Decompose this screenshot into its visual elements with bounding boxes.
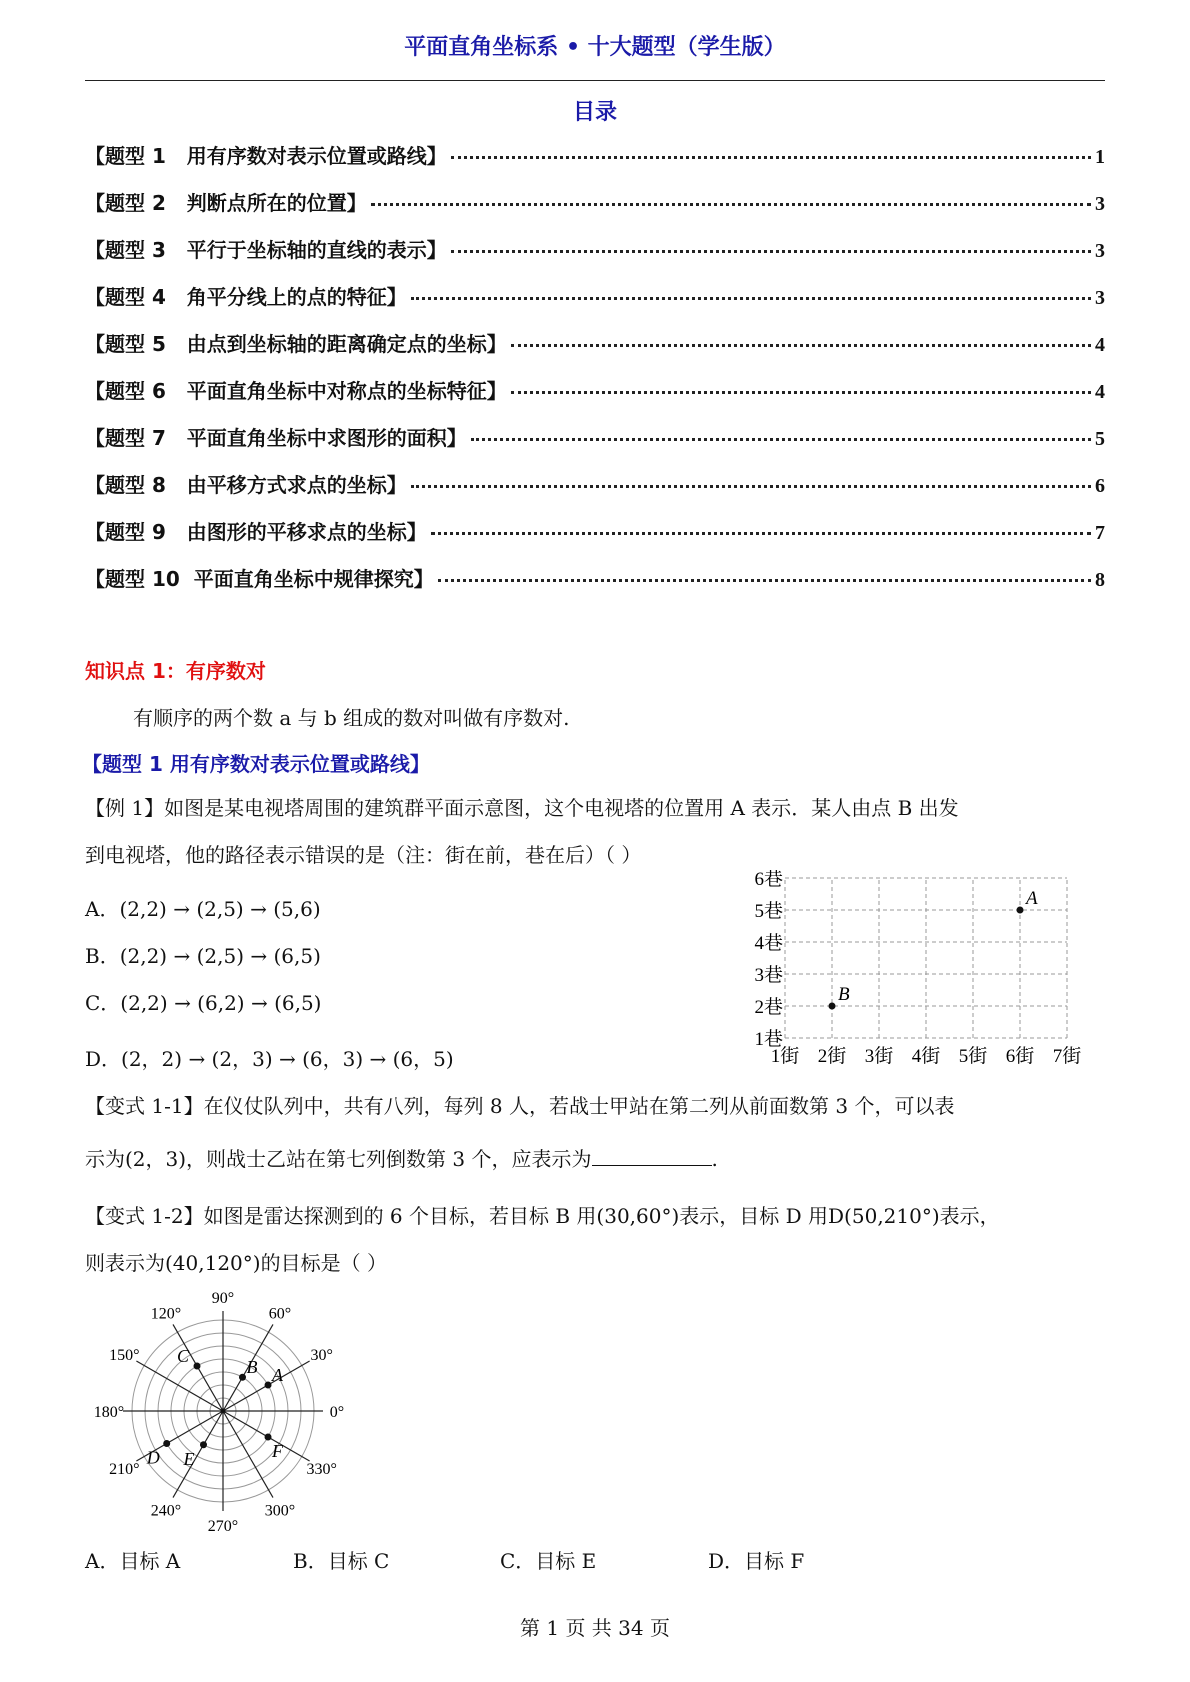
angle-label: 60°	[268, 1305, 292, 1323]
toc-item[interactable]: 【题型 10 平面直角坐标中规律探究】 8	[85, 567, 1105, 591]
toc-item[interactable]: 【题型 6 平面直角坐标中对称点的坐标特征】 4	[85, 379, 1105, 403]
section-title: 【题型 1 用有序数对表示位置或路线】	[82, 752, 430, 776]
target-C	[194, 1362, 201, 1369]
header-divider	[85, 80, 1105, 81]
radar-center	[221, 1409, 226, 1414]
target-label: E	[183, 1448, 195, 1469]
toc-item[interactable]: 【题型 2 判断点所在的位置】 3	[85, 191, 1105, 215]
target-label: C	[177, 1345, 190, 1366]
target-label: D	[146, 1447, 160, 1468]
example-1-option-c: C．(2,2) → (6,2) → (6,5)	[85, 991, 322, 1015]
target-B	[239, 1374, 246, 1381]
target-F	[265, 1434, 272, 1441]
y-tick-label: 4巷	[754, 933, 783, 954]
example-1-line-1: 【例 1】如图是某电视塔周围的建筑群平面示意图，这个电视塔的位置用 A 表示．某人由点 B 出发	[85, 796, 959, 820]
choice-b[interactable]: B．目标 C	[293, 1549, 390, 1573]
answer-blank[interactable]	[592, 1143, 712, 1166]
choice-c[interactable]: C．目标 E	[500, 1549, 597, 1573]
choice-d[interactable]: D．目标 F	[708, 1549, 805, 1573]
point-B	[829, 1003, 836, 1010]
angle-label: 330°	[306, 1461, 337, 1478]
choice-a[interactable]: A．目标 A	[85, 1549, 181, 1573]
toc-item[interactable]: 【题型 1 用有序数对表示位置或路线】 1	[85, 144, 1105, 168]
example-1-line-2: 到电视塔，他的路径表示错误的是（注：街在前，巷在后）（ ）	[85, 843, 642, 867]
example-1-option-d: D．(2，2) → (2，3) → (6，3) → (6，5)	[85, 1047, 454, 1071]
variant-1-2-line-1: 【变式 1-2】如图是雷达探测到的 6 个目标，若目标 B 用(30,60°)表示，目标 D 用D(50,210°)表示，	[85, 1204, 1000, 1228]
toc-item[interactable]: 【题型 7 平面直角坐标中求图形的面积】 5	[85, 426, 1105, 450]
x-tick-label: 7街	[1052, 1046, 1082, 1067]
x-tick-label: 3街	[864, 1046, 894, 1067]
radar-figure	[80, 1283, 370, 1533]
angle-label: 180°	[93, 1404, 125, 1421]
example-1-option-b: B．(2,2) → (2,5) → (6,5)	[85, 944, 321, 968]
x-tick-label: 5街	[958, 1046, 988, 1067]
target-D	[163, 1440, 170, 1447]
angle-label: 150°	[109, 1347, 140, 1364]
variant-1-1-line-2: 示为(2，3)，则战士乙站在第七列倒数第 3 个，应表示为 .	[85, 1136, 1115, 1183]
angle-label: 120°	[150, 1305, 182, 1323]
x-tick-label: 1街	[770, 1046, 800, 1067]
x-tick-label: 2街	[817, 1046, 847, 1067]
point-A	[1017, 907, 1024, 914]
point-label: B	[838, 984, 850, 1005]
knowledge-point-text: 有顺序的两个数 a 与 b 组成的数对叫做有序数对.	[133, 706, 570, 730]
toc-title: 目录	[572, 100, 617, 125]
x-tick-label: 6街	[1005, 1046, 1035, 1067]
angle-label: 270°	[207, 1518, 239, 1533]
page-footer: 第 1 页 共 34 页	[520, 1616, 670, 1640]
toc-item[interactable]: 【题型 3 平行于坐标轴的直线的表示】 3	[85, 238, 1105, 262]
angle-label: 0°	[329, 1404, 345, 1421]
toc-item[interactable]: 【题型 9 由图形的平移求点的坐标】 7	[85, 520, 1105, 544]
y-tick-label: 1巷	[754, 1029, 783, 1050]
variant-1-1-line-1: 【变式 1-1】在仪仗队列中，共有八列，每列 8 人，若战士甲站在第二列从前面数第 3 个，可以表	[85, 1094, 955, 1118]
table-of-contents	[85, 140, 1105, 610]
example-1-option-a: A．(2,2) → (2,5) → (5,6)	[85, 897, 321, 921]
target-E	[200, 1441, 207, 1448]
x-tick-label: 4街	[911, 1046, 941, 1067]
target-label: F	[272, 1441, 284, 1461]
angle-label: 300°	[264, 1502, 296, 1520]
target-label: B	[246, 1357, 258, 1378]
y-tick-label: 2巷	[754, 997, 783, 1018]
y-tick-label: 5巷	[754, 901, 783, 922]
point-label: A	[1026, 888, 1038, 909]
toc-item[interactable]: 【题型 4 角平分线上的点的特征】 3	[85, 285, 1105, 309]
target-A	[265, 1382, 272, 1389]
angle-label: 210°	[109, 1461, 140, 1478]
variant-1-2-line-2: 则表示为(40,120°)的目标是（ ）	[85, 1251, 387, 1275]
toc-item[interactable]: 【题型 5 由点到坐标轴的距离确定点的坐标】 4	[85, 332, 1105, 356]
toc-item[interactable]: 【题型 8 由平移方式求点的坐标】 6	[85, 473, 1105, 497]
y-tick-label: 6巷	[754, 870, 783, 890]
angle-label: 240°	[150, 1502, 182, 1520]
knowledge-point-title: 知识点 1：有序数对	[85, 659, 266, 683]
y-tick-label: 3巷	[754, 965, 783, 986]
angle-label: 30°	[310, 1347, 333, 1364]
angle-label: 90°	[211, 1290, 235, 1307]
target-label: A	[272, 1365, 284, 1385]
document-title: 平面直角坐标系 • 十大题型（学生版）	[404, 35, 786, 60]
street-lane-grid-figure	[745, 870, 1100, 1070]
